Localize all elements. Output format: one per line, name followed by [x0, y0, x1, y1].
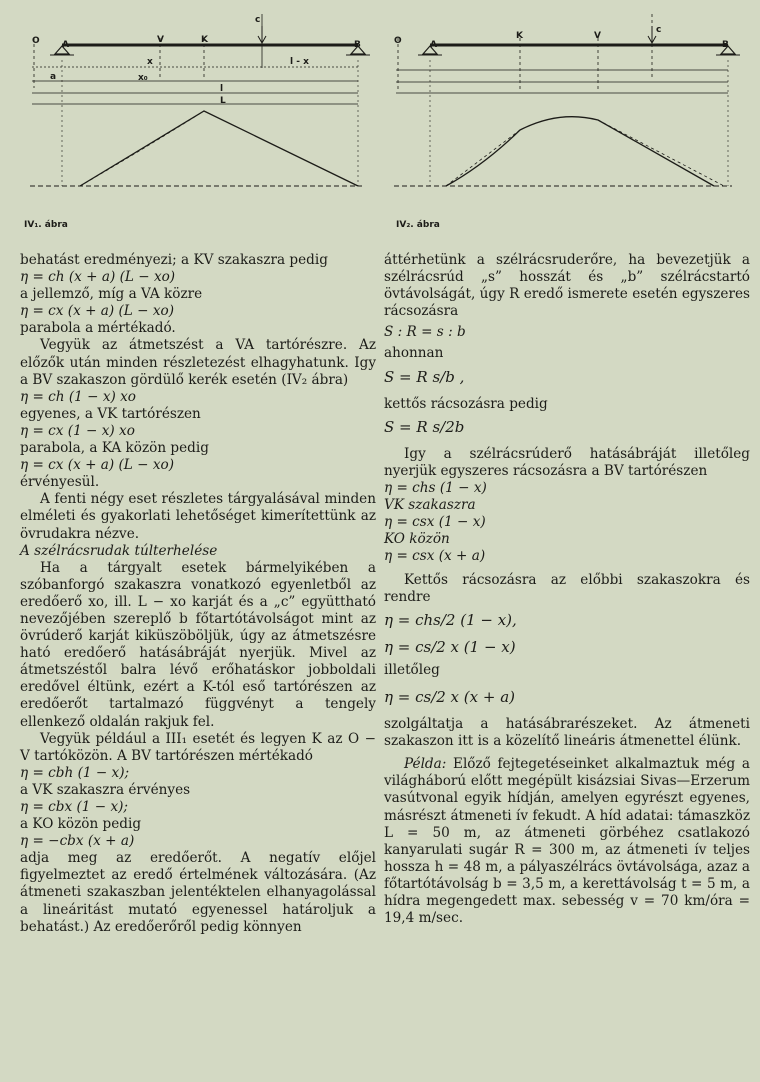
equation: S = R s/b , [384, 367, 465, 386]
label-V: V [157, 35, 164, 45]
paragraph: Kettős rácsozásra az előbbi szakaszokra és rendre [384, 571, 750, 605]
paragraph: a KO közön pedig [20, 816, 142, 833]
paragraph: a jellemző, míg a VA közre [20, 286, 203, 303]
paragraph: érvényesül. [20, 474, 100, 491]
section-heading: A szélrácsrudak túlterhelése [20, 542, 218, 559]
label-A: A [62, 40, 69, 50]
label-L: L [220, 96, 226, 106]
label-A: A [430, 40, 437, 50]
paragraph: áttérhetünk a szélrácsruderőre, ha bevezetjük a szélrácsrúd „s” hosszát és „b” szélrácstartó övtávolságát, úgy R eredő ismerete esetén egyszeres rácsozásra [384, 252, 750, 320]
paragraph: Igy a szélrácsrúderő hatásábráját illetőleg nyerjük egyszeres rácsozásra a BV tartórészen [384, 445, 750, 479]
equation: η = chs/2 (1 − x), [384, 610, 517, 629]
label-l-minus-x: l - x [290, 57, 309, 67]
left-column [20, 252, 376, 936]
right-column [384, 252, 750, 927]
label-K: K [516, 31, 523, 41]
equation: η = chs (1 − x) [384, 480, 487, 497]
equation: η = −cbx (x + a) [20, 833, 135, 850]
equation: S = R s/2b [384, 417, 465, 436]
equation: η = cs/2 x (x + a) [384, 687, 515, 706]
label-B: B [722, 40, 729, 50]
label-l: l [220, 84, 224, 94]
equation: S : R = s : b [384, 324, 466, 341]
label-O: O [394, 36, 402, 46]
label-B: B [354, 40, 361, 50]
equation: η = cx (x + a) (L − xo) [20, 457, 175, 474]
paragraph: Ha a tárgyalt esetek bármelyikében a szóbanforgó szakaszra vonatkozó egyenletből az eredőerő xo, ill. L − xo karját és a „c” együttható nevezőjében szereplő b főtartótávolságot mint az övrúderő karját kiküszöböljük, úgy az átmetszésre ható eredőerő hatásábráját nyerjük. Mivel az átmetszéstől balra lévő erőhatáskor jobboldali eredővel éltünk, ezért a K-tól eső tartórészen az eredőerőt tartalmazó függvényt a tengely ellenkező oldalán rakjuk fel. [20, 559, 376, 730]
paragraph: ahonnan [384, 345, 444, 362]
paragraph: A fenti négy eset részletes tárgyalásával minden elméleti és gyakorlati lehetőséget kimerítettünk az övrudakra nézve. [20, 491, 376, 542]
paragraph: adja meg az eredőerőt. A negatív előjel figyelmeztet az eredő értelmének változására. (Az átmeneti szakaszban jelentéktelen elhanyagolással a lineáritást mutató egyenessel határoljuk a behatást.) Az eredőerőről pedig könnyen [20, 850, 376, 935]
label-K: K [201, 35, 208, 45]
equation: η = ch (x + a) (L − xo) [20, 269, 176, 286]
example-lead: Példa: [404, 756, 447, 773]
paragraph: kettős rácsozásra pedig [384, 395, 548, 412]
label: KO közön [384, 531, 450, 548]
equation: η = cs/2 x (1 − x) [384, 637, 516, 656]
figure-iv1 [22, 0, 372, 245]
paragraph: illetőleg [384, 661, 440, 678]
label-a: a [50, 72, 57, 82]
label-O: O [32, 36, 40, 46]
equation: η = cbx (1 − x); [20, 799, 129, 815]
figure-iv1-drawing [22, 0, 372, 245]
paragraph: Vegyük az átmetszést a VA tartórészre. Az előzők után minden részletezést elhagyhatunk. Igy a BV szakaszon gördülő kerék esetén (IV₂ ábra) [20, 337, 376, 388]
label-V: V [594, 31, 601, 41]
label-x: x [147, 57, 153, 67]
equation: η = csx (1 − x) [384, 514, 486, 531]
paragraph: behatást eredményezi; a KV szakaszra pedig [20, 252, 328, 268]
figure-iv2-drawing [384, 0, 756, 245]
figure-iv2-caption: IV₂. ábra [396, 220, 440, 230]
paragraph: parabola a mértékadó. [20, 320, 176, 337]
paragraph: egyenes, a VK tartórészen [20, 405, 201, 422]
label: VK szakaszra [384, 497, 476, 514]
paragraph [384, 756, 750, 927]
equation: η = ch (1 − x) xo [20, 388, 136, 405]
example-text: Előző fejtegetéseinket alkalmaztuk még a világháború előtt megépült kisázsiai Sivas—Erzerum vasútvonal egyik hídján, amelyen egyrészt egyenes, másrészt átmeneti ív fekudt. A híd adatai: támaszköz L = 50 m, az átmeneti görbéhez csatlakozó kanyarulati sugár R = 300 m, az átmeneti ív teljes hossza h = 48 m, a pályaszélrács övtávolsága, azaz a főtartótávolság b = 3,5 m, a kerettávolság t = 5 m, a hídra megengedett max. sebesség v = 70 km/óra = 19,4 m/sec. [384, 756, 751, 927]
label-c: c [656, 25, 662, 35]
equation: η = cbh (1 − x); [20, 764, 130, 781]
paragraph: a VK szakaszra érvényes [20, 781, 191, 798]
equation: η = cx (x + a) (L − xo) [20, 303, 175, 320]
paragraph: parabola, a KA közön pedig [20, 440, 209, 457]
equation: η = csx (x + a) [384, 548, 486, 565]
paragraph: Vegyük például a III₁ esetét és legyen K az O − V tartóközön. A BV tartórészen mértékadó [20, 730, 376, 764]
figure-iv1-caption: IV₁. ábra [24, 220, 68, 230]
equation: η = cx (1 − x) xo [20, 422, 135, 439]
label-c: c [255, 15, 261, 25]
figure-iv2 [384, 0, 756, 245]
label-x0: x₀ [138, 73, 148, 83]
paragraph: szolgáltatja a hatásábrarészeket. Az átmeneti szakaszon itt is a közelítő lineáris átmenettel élünk. [384, 716, 750, 750]
